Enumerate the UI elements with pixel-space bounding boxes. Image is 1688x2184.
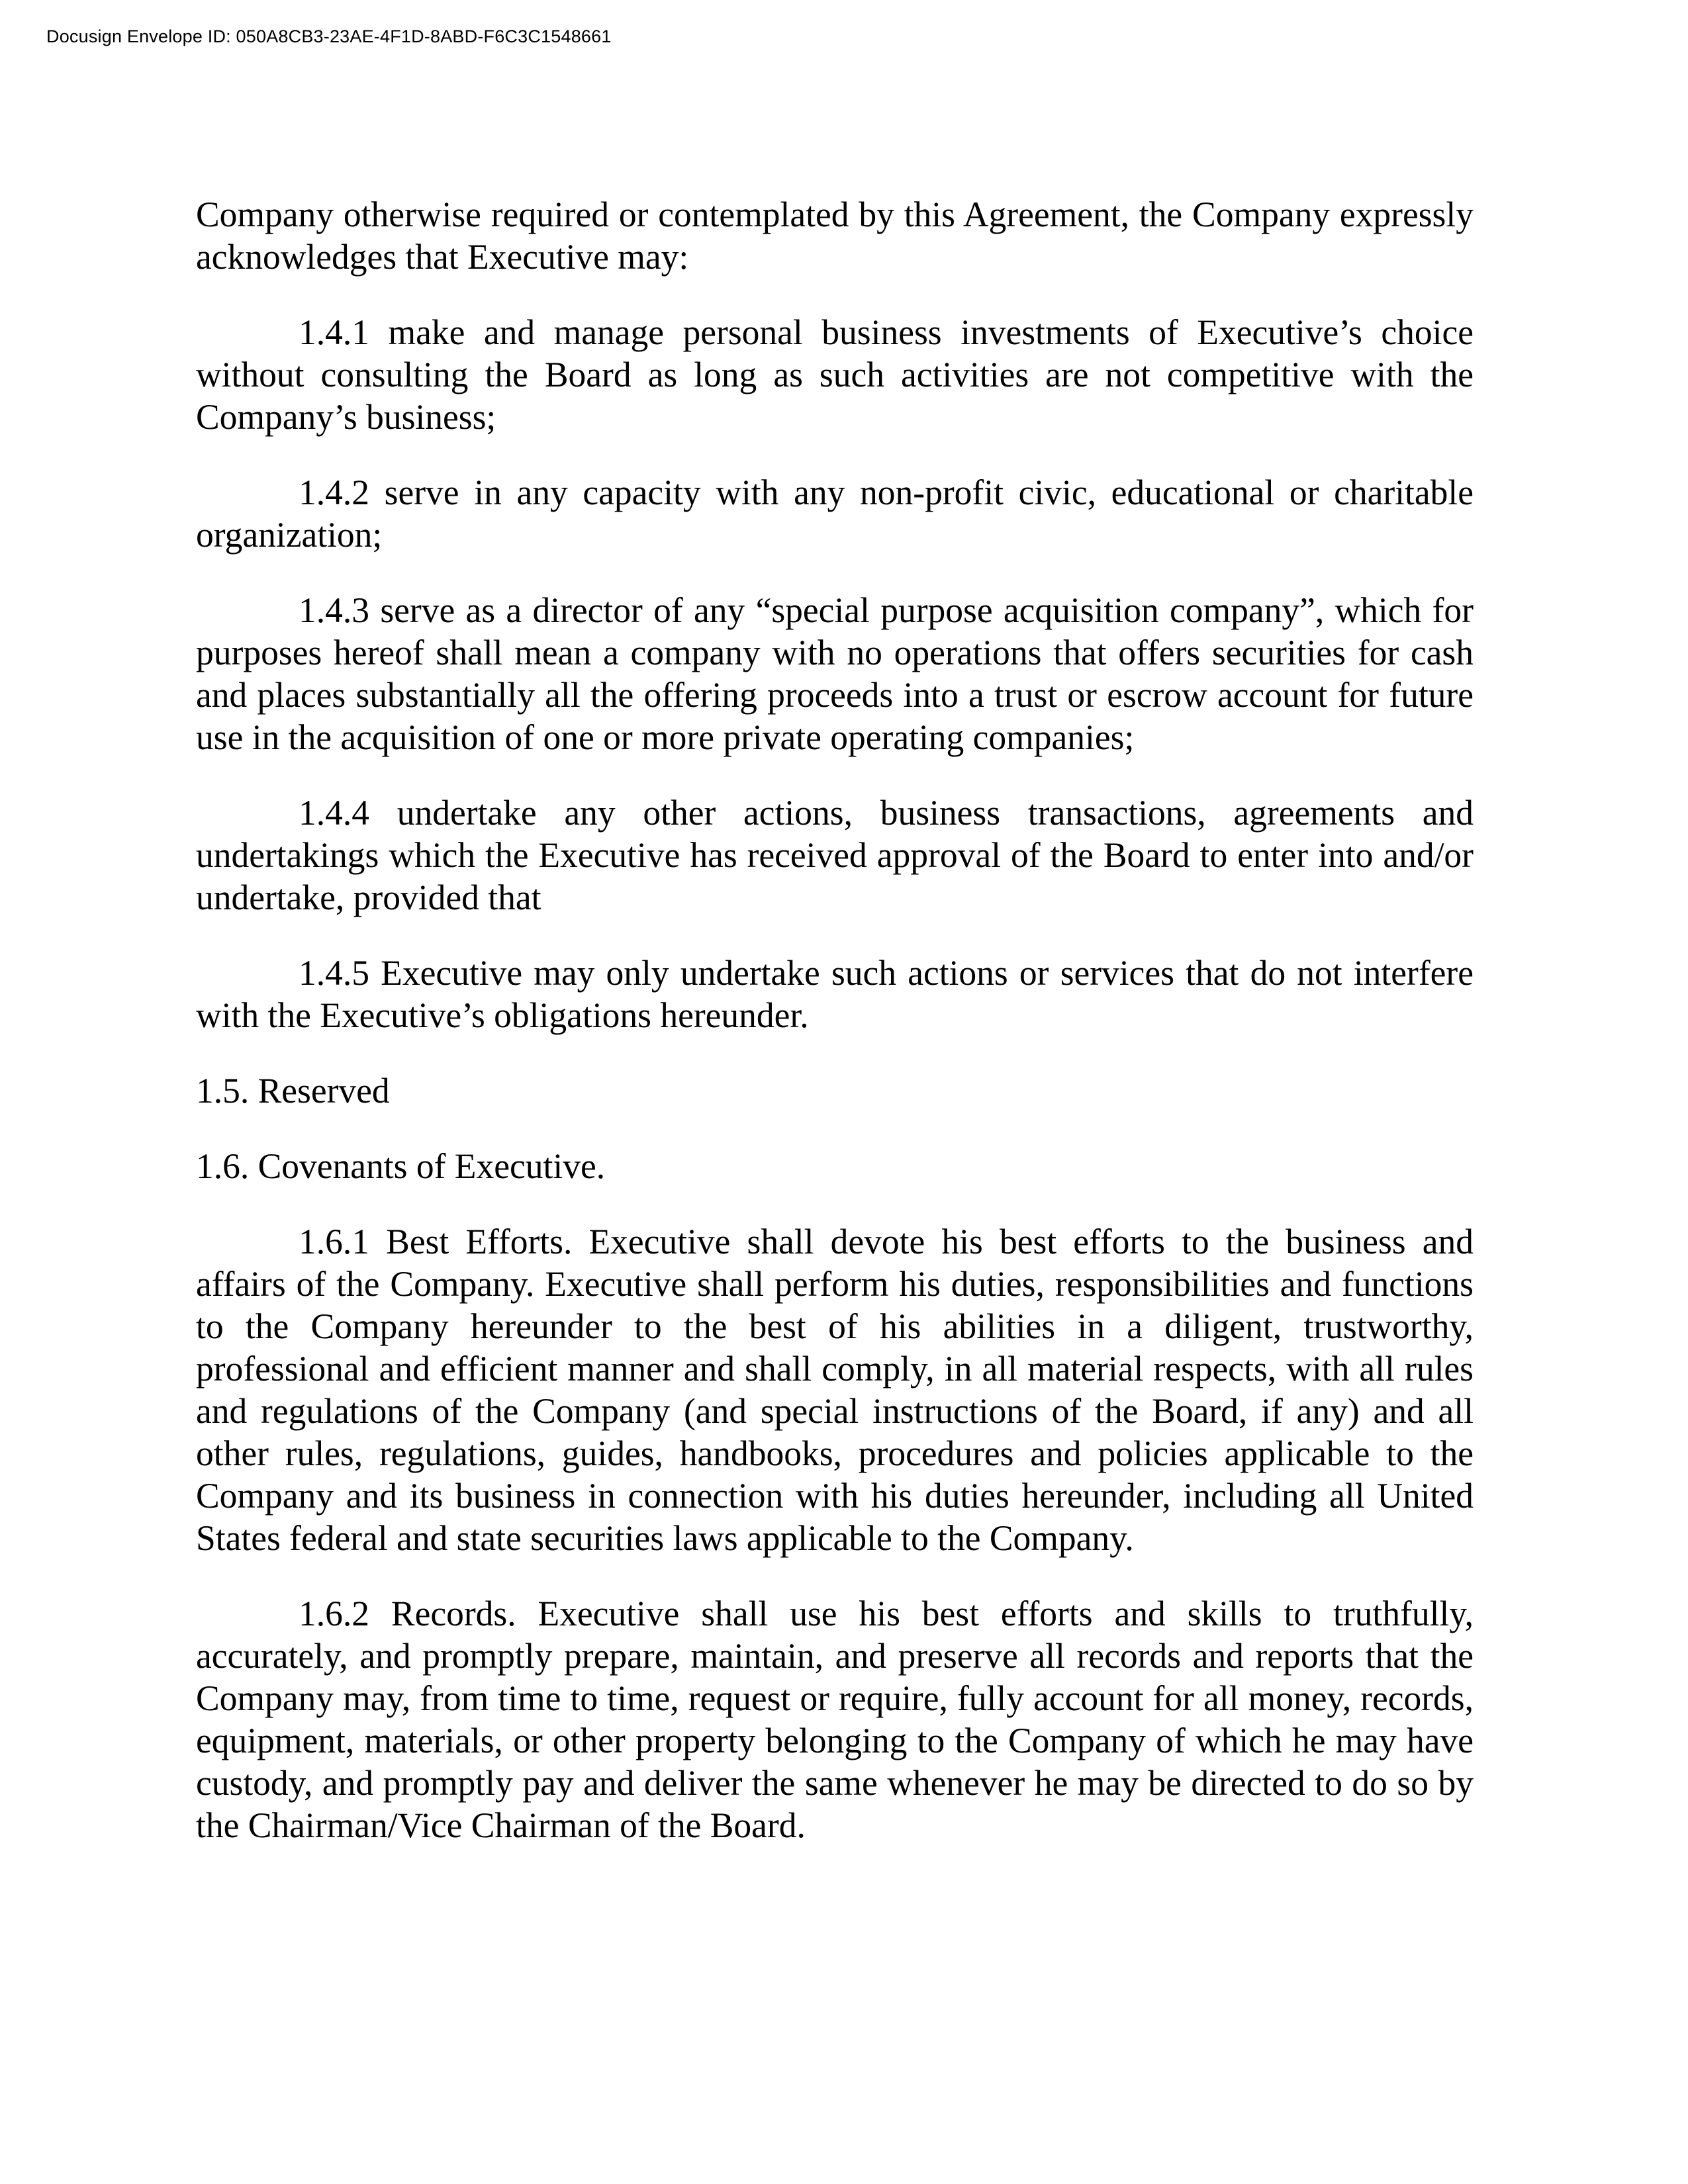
- paragraph-1-6-1: 1.6.1 Best Efforts. Executive shall devote his best efforts to the business and affairs of the Company. Executive shall perform his duties, responsibilities and functions to the Company hereunder to the best of his abilities in a diligent, trustworthy, professional and efficient manner and shall comply, in all material respects, with all rules and regulations of the Company (and special instructions of the Board, if any) and all other rules, regulations, guides, handbooks, procedures and policies applicable to the Company and its business in connection with his duties hereunder, including all United States federal and state securities laws applicable to the Company.: [196, 1222, 1474, 1558]
- paragraph-1-6-2: 1.6.2 Records. Executive shall use his best efforts and skills to truthfully, accurately, and promptly prepare, maintain, and preserve all records and reports that the Company may, from time to time, request or require, fully account for all money, records, equipment, materials, or other property belonging to the Company of which he may have custody, and promptly pay and deliver the same whenever he may be directed to do so by the Chairman/Vice Chairman of the Board.: [196, 1594, 1474, 1845]
- envelope-id-header: Docusign Envelope ID: 050A8CB3-23AE-4F1D-8ABD-F6C3C1548661: [46, 26, 612, 46]
- paragraph-1-4-1: 1.4.1 make and manage personal business investments of Executive’s choice without consulting the Board as long as such activities are not competitive with the Company’s business;: [196, 312, 1474, 437]
- paragraph-1-4-5: 1.4.5 Executive may only undertake such actions or services that do not interfere with the Executive’s obligations hereunder.: [196, 953, 1474, 1035]
- section-1-6-heading: 1.6. Covenants of Executive.: [196, 1146, 606, 1186]
- paragraph-1-4-2: 1.4.2 serve in any capacity with any non-profit civic, educational or charitable organization;: [196, 473, 1474, 555]
- paragraph-intro-continued: Company otherwise required or contemplated by this Agreement, the Company expressly acknowledges that Executive may:: [196, 195, 1474, 277]
- paragraph-1-4-3: 1.4.3 serve as a director of any “special purpose acquisition company”, which for purposes hereof shall mean a company with no operations that offers securities for cash and places substantially all the offering proceeds into a trust or escrow account for future use in the acquisition of one or more private operating companies;: [196, 590, 1474, 757]
- paragraph-1-4-4: 1.4.4 undertake any other actions, business transactions, agreements and undertakings which the Executive has received approval of the Board to enter into and/or undertake, provided that: [196, 793, 1474, 917]
- document-body: [196, 193, 1474, 1880]
- section-1-5-heading: 1.5. Reserved: [196, 1071, 390, 1111]
